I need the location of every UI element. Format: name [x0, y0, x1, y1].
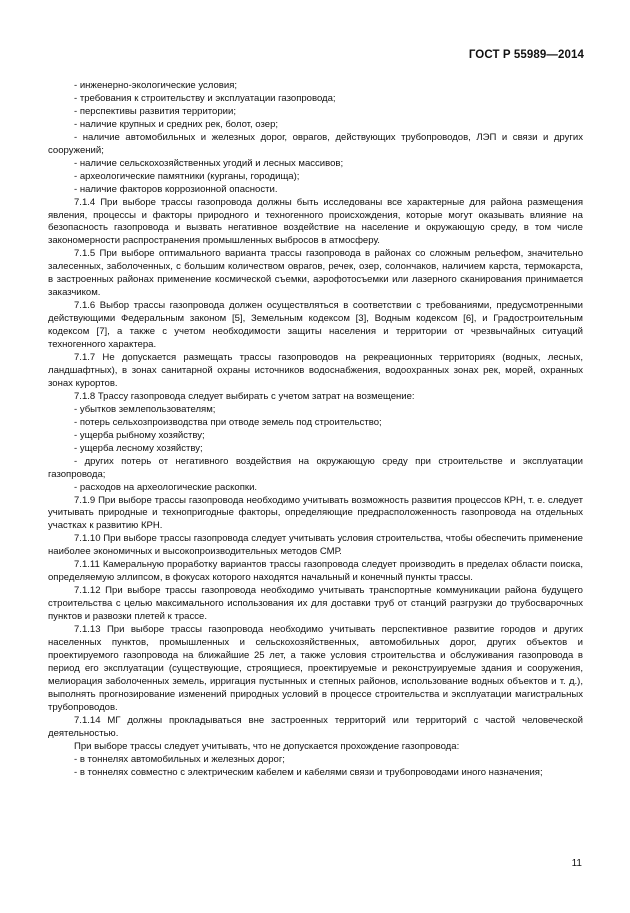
clause-7-1-6: 7.1.6 Выбор трассы газопровода должен осуществляться в соответствии с требованиями, предусмотренными действующими Федеральным законом [5], Земельным кодексом [3], Водным кодексом [6], и Градостроительным кодексом [7], а также с учетом необходимости защиты населения и территории от чрезвычайных ситуаций техногенного характера.: [48, 300, 583, 351]
paragraph: - наличие автомобильных и железных дорог, оврагов, действующих трубопроводов, ЛЭП и связи и других сооружений;: [48, 131, 583, 156]
clause-7-1-4: 7.1.4 При выборе трассы газопровода должны быть исследованы все характерные для района размещения явления, процессы и факторы природного и техногенного происхождения, которые могут оказывать влияние на безопасность газопровода и вызвать негативное воздействие на население и окружающую среду, в том числе закономерности распространения промышленных выбросов в атмосферу.: [48, 196, 583, 247]
paragraph: - наличие крупных и средних рек, болот, озер;: [74, 118, 279, 130]
document-code: ГОСТ Р 55989—2014: [468, 49, 584, 61]
paragraph: - в тоннелях автомобильных и железных дорог;: [74, 753, 285, 765]
paragraph: - наличие сельскохозяйственных угодий и лесных массивов;: [74, 157, 344, 169]
paragraph: - археологические памятники (курганы, городища);: [74, 170, 300, 182]
paragraph: - перспективы развития территории;: [74, 105, 236, 117]
paragraph: - инженерно-экологические условия;: [74, 80, 238, 91]
paragraph: При выборе трассы следует учитывать, что не допускается прохождение газопровода:: [74, 740, 460, 752]
paragraph: - в тоннелях совместно с электрическим кабелем и кабелями связи и трубопроводами иного назначения;: [74, 766, 543, 778]
clause-7-1-11: 7.1.11 Камеральную проработку вариантов трассы газопровода следует производить в пределах области поиска, определяемую эллипсом, в фокусах которого находятся начальный и конечный пункты трассы.: [48, 559, 583, 584]
document-body: [48, 80, 583, 779]
clause-7-1-7: 7.1.7 Не допускается размещать трассы газопроводов на рекреационных территориях (водных, лесных, ландшафтных), в зонах санитарной охраны источников водоснабжения, водоохранных зонах рек, морей, охранных зонах курортов.: [48, 352, 583, 389]
clause-7-1-14: 7.1.14 МГ должны прокладываться вне застроенных территорий или территорий с частой человеческой деятельностью.: [48, 714, 583, 739]
clause-7-1-13: 7.1.13 При выборе трассы газопровода необходимо учитывать перспективное развитие городов и других населенных пунктов, промышленных и сельскохозяйственных, автомобильных дорог, других объектов и проектируемого газопровода на ближайшие 25 лет, а также условия строительства и обслуживания газопровода в период его эксплуатации (существующие, строящиеся, проектируемые и реконструируемые здания и сооружения, мелиорация заболоченных земель, ирригация пустынных и степных районов, использование водных объектов и т. д.), выполнять прогнозирование изменений природных условий в процессе строительства и эксплуатации магистральных трубопроводов.: [48, 624, 583, 713]
page-number: 11: [571, 858, 582, 869]
paragraph: - расходов на археологические раскопки.: [74, 481, 258, 493]
paragraph: - других потерь от негативного воздействия на окружающую среду при строительстве и эксплуатации газопровода;: [48, 455, 583, 480]
clause-7-1-5: 7.1.5 При выборе оптимального варианта трассы газопровода в районах со сложным рельефом, значительно залесенных, заболоченных, с большим количеством оврагов, речек, озер, солончаков, наличием карста, термокарста, в застроенных районах применение космической съемки, аэрофотосъемки или лазерного сканирования принимается заказчиком.: [48, 248, 583, 299]
clause-7-1-12: 7.1.12 При выборе трассы газопровода необходимо учитывать транспортные коммуникации района будущего строительства с целью максимального использования их для доставки труб от станций разгрузки до трубосварочных пунктов и развозки плетей к трассе.: [48, 585, 583, 623]
paragraph: - убытков землепользователям;: [74, 403, 216, 415]
paragraph: - требования к строительству и эксплуатации газопровода;: [74, 92, 336, 104]
paragraph: - ущерба рыбному хозяйству;: [74, 429, 205, 441]
paragraph: - наличие факторов коррозионной опасности.: [74, 183, 278, 195]
clause-7-1-8: 7.1.8 Трассу газопровода следует выбирать с учетом затрат на возмещение:: [74, 390, 415, 402]
clause-7-1-9: 7.1.9 При выборе трассы газопровода необходимо учитывать возможность развития процессов КРН, т. е. следует учитывать природные и технопригодные факторы, определяющие предрасположенность газопровода на отдельных участках к развитию КРН.: [48, 494, 583, 532]
paragraph: - потерь сельхозпроизводства при отводе земель под строительство;: [74, 416, 382, 428]
clause-7-1-10: 7.1.10 При выборе трассы газопровода следует учитывать условия строительства, чтобы обеспечить применение наиболее экономичных и высокопроизводительных методов СМР.: [48, 533, 583, 558]
paragraph: - ущерба лесному хозяйству;: [74, 442, 203, 454]
